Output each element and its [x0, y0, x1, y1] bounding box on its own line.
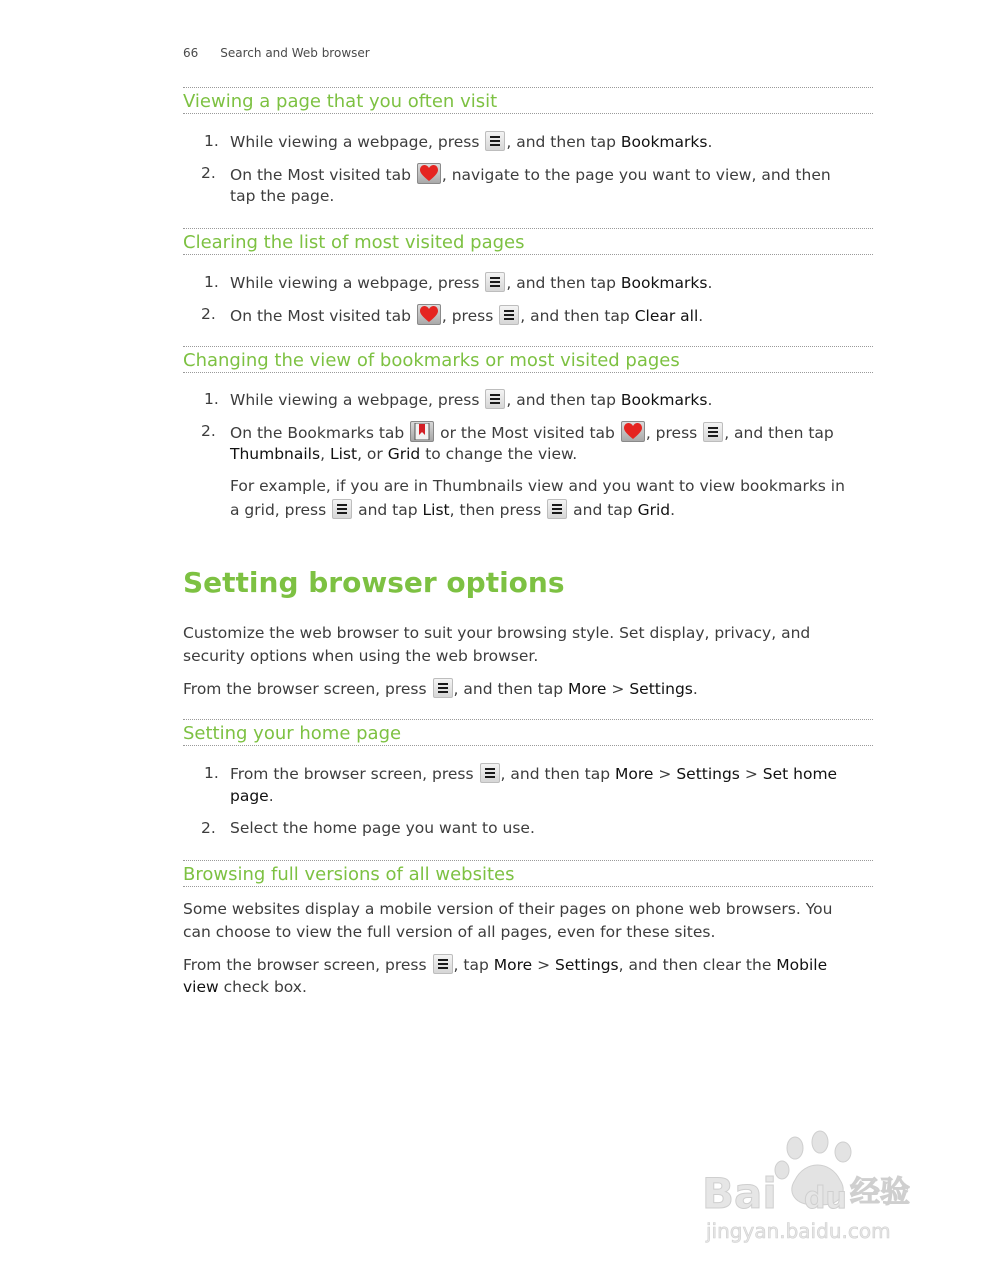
example-text: For example, if you are in Thumbnails view and you want to view bookmarks in — [230, 477, 845, 495]
svg-text:Bai: Bai — [702, 1169, 777, 1218]
step-text: Select the home page you want to use. — [230, 819, 535, 837]
example-text-continued: a grid, press and tap List, then press and tap Grid. — [230, 501, 676, 519]
step-number: 1. — [204, 273, 219, 291]
step-number: 2. — [201, 164, 216, 182]
chapter-title: Search and Web browser — [220, 46, 370, 60]
svg-text:du: du — [804, 1181, 847, 1216]
menu-icon — [499, 305, 519, 325]
step-text: While viewing a webpage, press , and then tap Bookmarks. — [230, 391, 713, 409]
paragraph: Customize the web browser to suit your browsing style. Set display, privacy, and — [183, 624, 811, 642]
svg-text:jingyan.baidu.com: jingyan.baidu.com — [706, 1219, 891, 1243]
page-number: 66 — [183, 46, 199, 60]
step-number: 1. — [204, 390, 219, 408]
paragraph-continued: view check box. — [183, 978, 307, 996]
paragraph: can choose to view the full version of all pages, even for these sites. — [183, 923, 716, 941]
heart-icon — [417, 163, 441, 184]
paragraph: Some websites display a mobile version of their pages on phone web browsers. You — [183, 900, 833, 918]
paragraph: From the browser screen, press , tap More > Settings, and then clear the Mobile — [183, 956, 828, 974]
baidu-watermark — [700, 1130, 940, 1254]
menu-icon — [703, 422, 723, 442]
step-text: While viewing a webpage, press , and then tap Bookmarks. — [230, 274, 713, 292]
heart-icon — [417, 304, 441, 325]
section-home-heading: Setting your home page — [183, 719, 873, 746]
step-text: On the Bookmarks tab or the Most visited tab , press , and then tap — [230, 421, 834, 443]
section-full-heading: Browsing full versions of all websites — [183, 860, 873, 887]
paragraph: security options when using the web browser. — [183, 647, 539, 665]
page-header — [183, 46, 370, 60]
bookmark-icon — [410, 421, 434, 442]
step-number: 2. — [201, 305, 216, 323]
section-clearing-heading: Clearing the list of most visited pages — [183, 228, 873, 255]
step-text: While viewing a webpage, press , and then tap Bookmarks. — [230, 133, 713, 151]
step-text: On the Most visited tab , navigate to the page you want to view, and then — [230, 163, 831, 185]
step-text-continued: tap the page. — [230, 187, 335, 205]
paragraph: From the browser screen, press , and then tap More > Settings. — [183, 680, 698, 698]
menu-icon — [485, 272, 505, 292]
section-changing-heading: Changing the view of bookmarks or most visited pages — [183, 346, 873, 373]
step-number: 1. — [204, 764, 219, 782]
baidu-paw-logo — [700, 1130, 940, 1250]
step-text-continued: Thumbnails, List, or Grid to change the view. — [230, 445, 578, 463]
menu-icon — [480, 763, 500, 783]
svg-text:经验: 经验 — [850, 1175, 910, 1210]
step-number: 2. — [201, 422, 216, 440]
menu-icon — [433, 954, 453, 974]
menu-icon — [332, 499, 352, 519]
menu-icon — [485, 131, 505, 151]
menu-icon — [547, 499, 567, 519]
chapter-section-title: Setting browser options — [183, 566, 565, 599]
section-viewing-heading: Viewing a page that you often visit — [183, 87, 873, 114]
step-number: 2. — [201, 819, 216, 837]
step-text: On the Most visited tab , press , and then tap Clear all. — [230, 304, 703, 326]
step-number: 1. — [204, 132, 219, 150]
menu-icon — [433, 678, 453, 698]
heart-icon — [621, 421, 645, 442]
menu-icon — [485, 389, 505, 409]
step-text-continued: page. — [230, 787, 274, 805]
step-text: From the browser screen, press , and then tap More > Settings > Set home — [230, 765, 838, 783]
